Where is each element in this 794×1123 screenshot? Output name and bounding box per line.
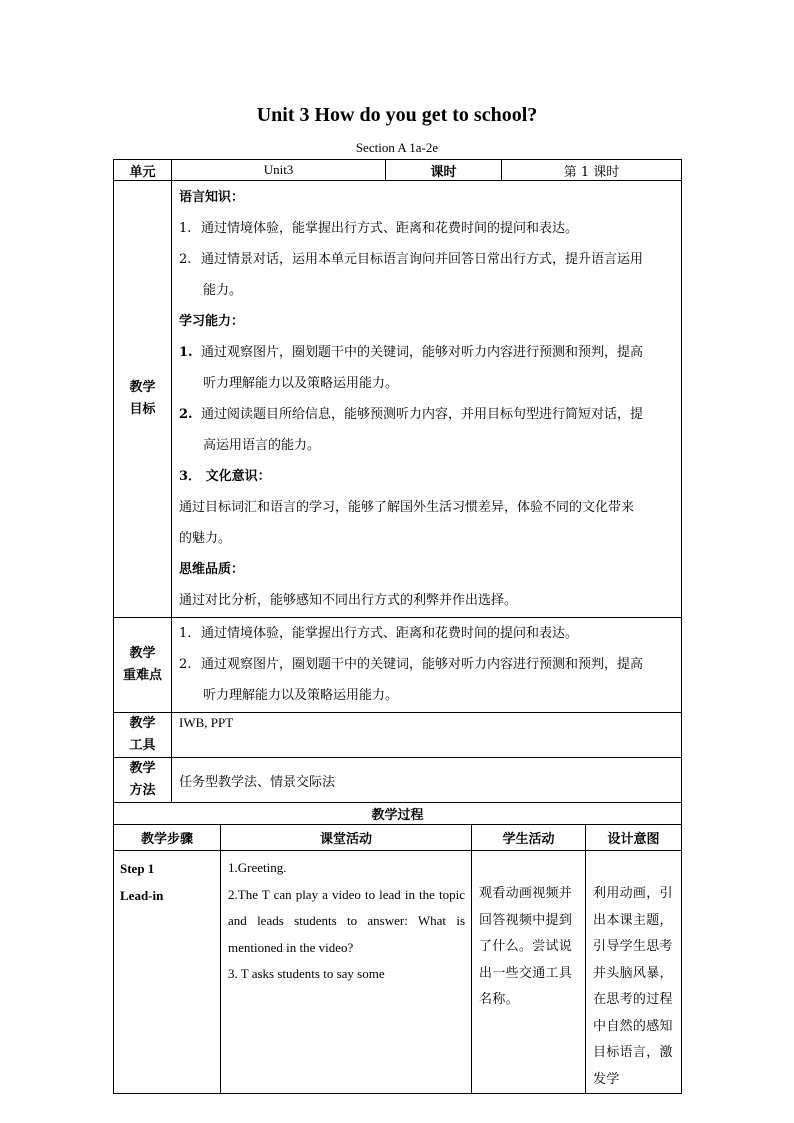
tools-value: IWB, PPT xyxy=(172,713,682,758)
thinking-text: 通过对比分析，能够感知不同出行方式的利弊并作出选择。 xyxy=(179,593,518,608)
unit-value: Unit3 xyxy=(172,160,386,181)
activity-cell xyxy=(221,851,472,1094)
language-item-1: 1. 通过情境体验，能掌握出行方式、距离和花费时间的提问和表达。 xyxy=(179,221,579,236)
column-header-intent: 设计意图 xyxy=(586,825,682,851)
section-subtitle: Section A 1a-2e xyxy=(355,140,439,155)
document-title: Unit 3 How do you get to school? xyxy=(256,104,538,126)
period-value: 第 1 课时 xyxy=(502,160,682,181)
language-item-2: 2. 通过情景对话，运用本单元目标语言询问并回答日常出行方式，提升语言运用 xyxy=(179,252,644,267)
activity-item-2: 2.The T can play a video to lead in the topic and leads students to answer: What is mentioned in the video? xyxy=(228,886,466,955)
ability-item-2-cont: 高运用语言的能力。 xyxy=(203,438,321,453)
tools-label: 教学 工具 xyxy=(114,713,172,758)
period-label: 课时 xyxy=(386,160,502,181)
column-header-step: 教学步骤 xyxy=(114,825,221,851)
step-title: Step 1 xyxy=(120,861,155,876)
objectives-label: 教学 目标 xyxy=(114,181,172,618)
objectives-content xyxy=(172,181,682,618)
thinking-heading: 思维品质： xyxy=(179,562,245,577)
language-heading: 语言知识： xyxy=(179,190,245,205)
key-point-1: 1. 通过情境体验，能掌握出行方式、距离和花费时间的提问和表达。 xyxy=(179,626,579,641)
language-item-2-cont: 能力。 xyxy=(203,283,243,298)
column-header-student: 学生活动 xyxy=(472,825,586,851)
key-points-content xyxy=(172,618,682,713)
unit-label: 单元 xyxy=(114,160,172,181)
design-intent-cell: 利用动画，引出本课主题，引导学生思考并头脑风暴，在思考的过程中自然的感知目标语言，激发学 xyxy=(586,851,682,1094)
methods-value: 任务型教学法、情景交际法 xyxy=(172,758,682,803)
process-heading: 教学过程 xyxy=(114,803,682,825)
student-activity-cell: 观看动画视频并回答视频中提到了什么。尝试说出一些交通工具名称。 xyxy=(472,851,586,1094)
culture-text-1: 通过目标词汇和语言的学习，能够了解国外生活习惯差异，体验不同的文化带来 xyxy=(179,500,635,515)
ability-item-1: 1. 通过观察图片，圈划题干中的关键词，能够对听力内容进行预测和预判，提高 xyxy=(179,345,644,360)
ability-item-2: 2. 通过阅读题目所给信息，能够预测听力内容，并用目标句型进行简短对话，提 xyxy=(179,407,644,422)
ability-heading: 学习能力： xyxy=(179,314,245,329)
lesson-plan-table xyxy=(113,159,682,1094)
key-points-label: 教学 重难点 xyxy=(114,618,172,713)
key-point-2: 2. 通过观察图片，圈划题干中的关键词，能够对听力内容进行预测和预判，提高 xyxy=(179,657,644,672)
activity-item-1: 1.Greeting. xyxy=(228,860,287,875)
culture-text-2: 的魅力。 xyxy=(179,531,232,546)
step-name: Lead-in xyxy=(120,888,164,903)
methods-label: 教学 方法 xyxy=(114,758,172,803)
step-cell xyxy=(114,851,221,1094)
column-header-activity: 课堂活动 xyxy=(221,825,472,851)
key-point-2-cont: 听力理解能力以及策略运用能力。 xyxy=(203,688,399,703)
ability-item-1-cont: 听力理解能力以及策略运用能力。 xyxy=(203,376,399,391)
activity-item-3: 3. T asks students to say some xyxy=(228,966,385,981)
culture-heading: 3． 文化意识： xyxy=(179,469,271,484)
